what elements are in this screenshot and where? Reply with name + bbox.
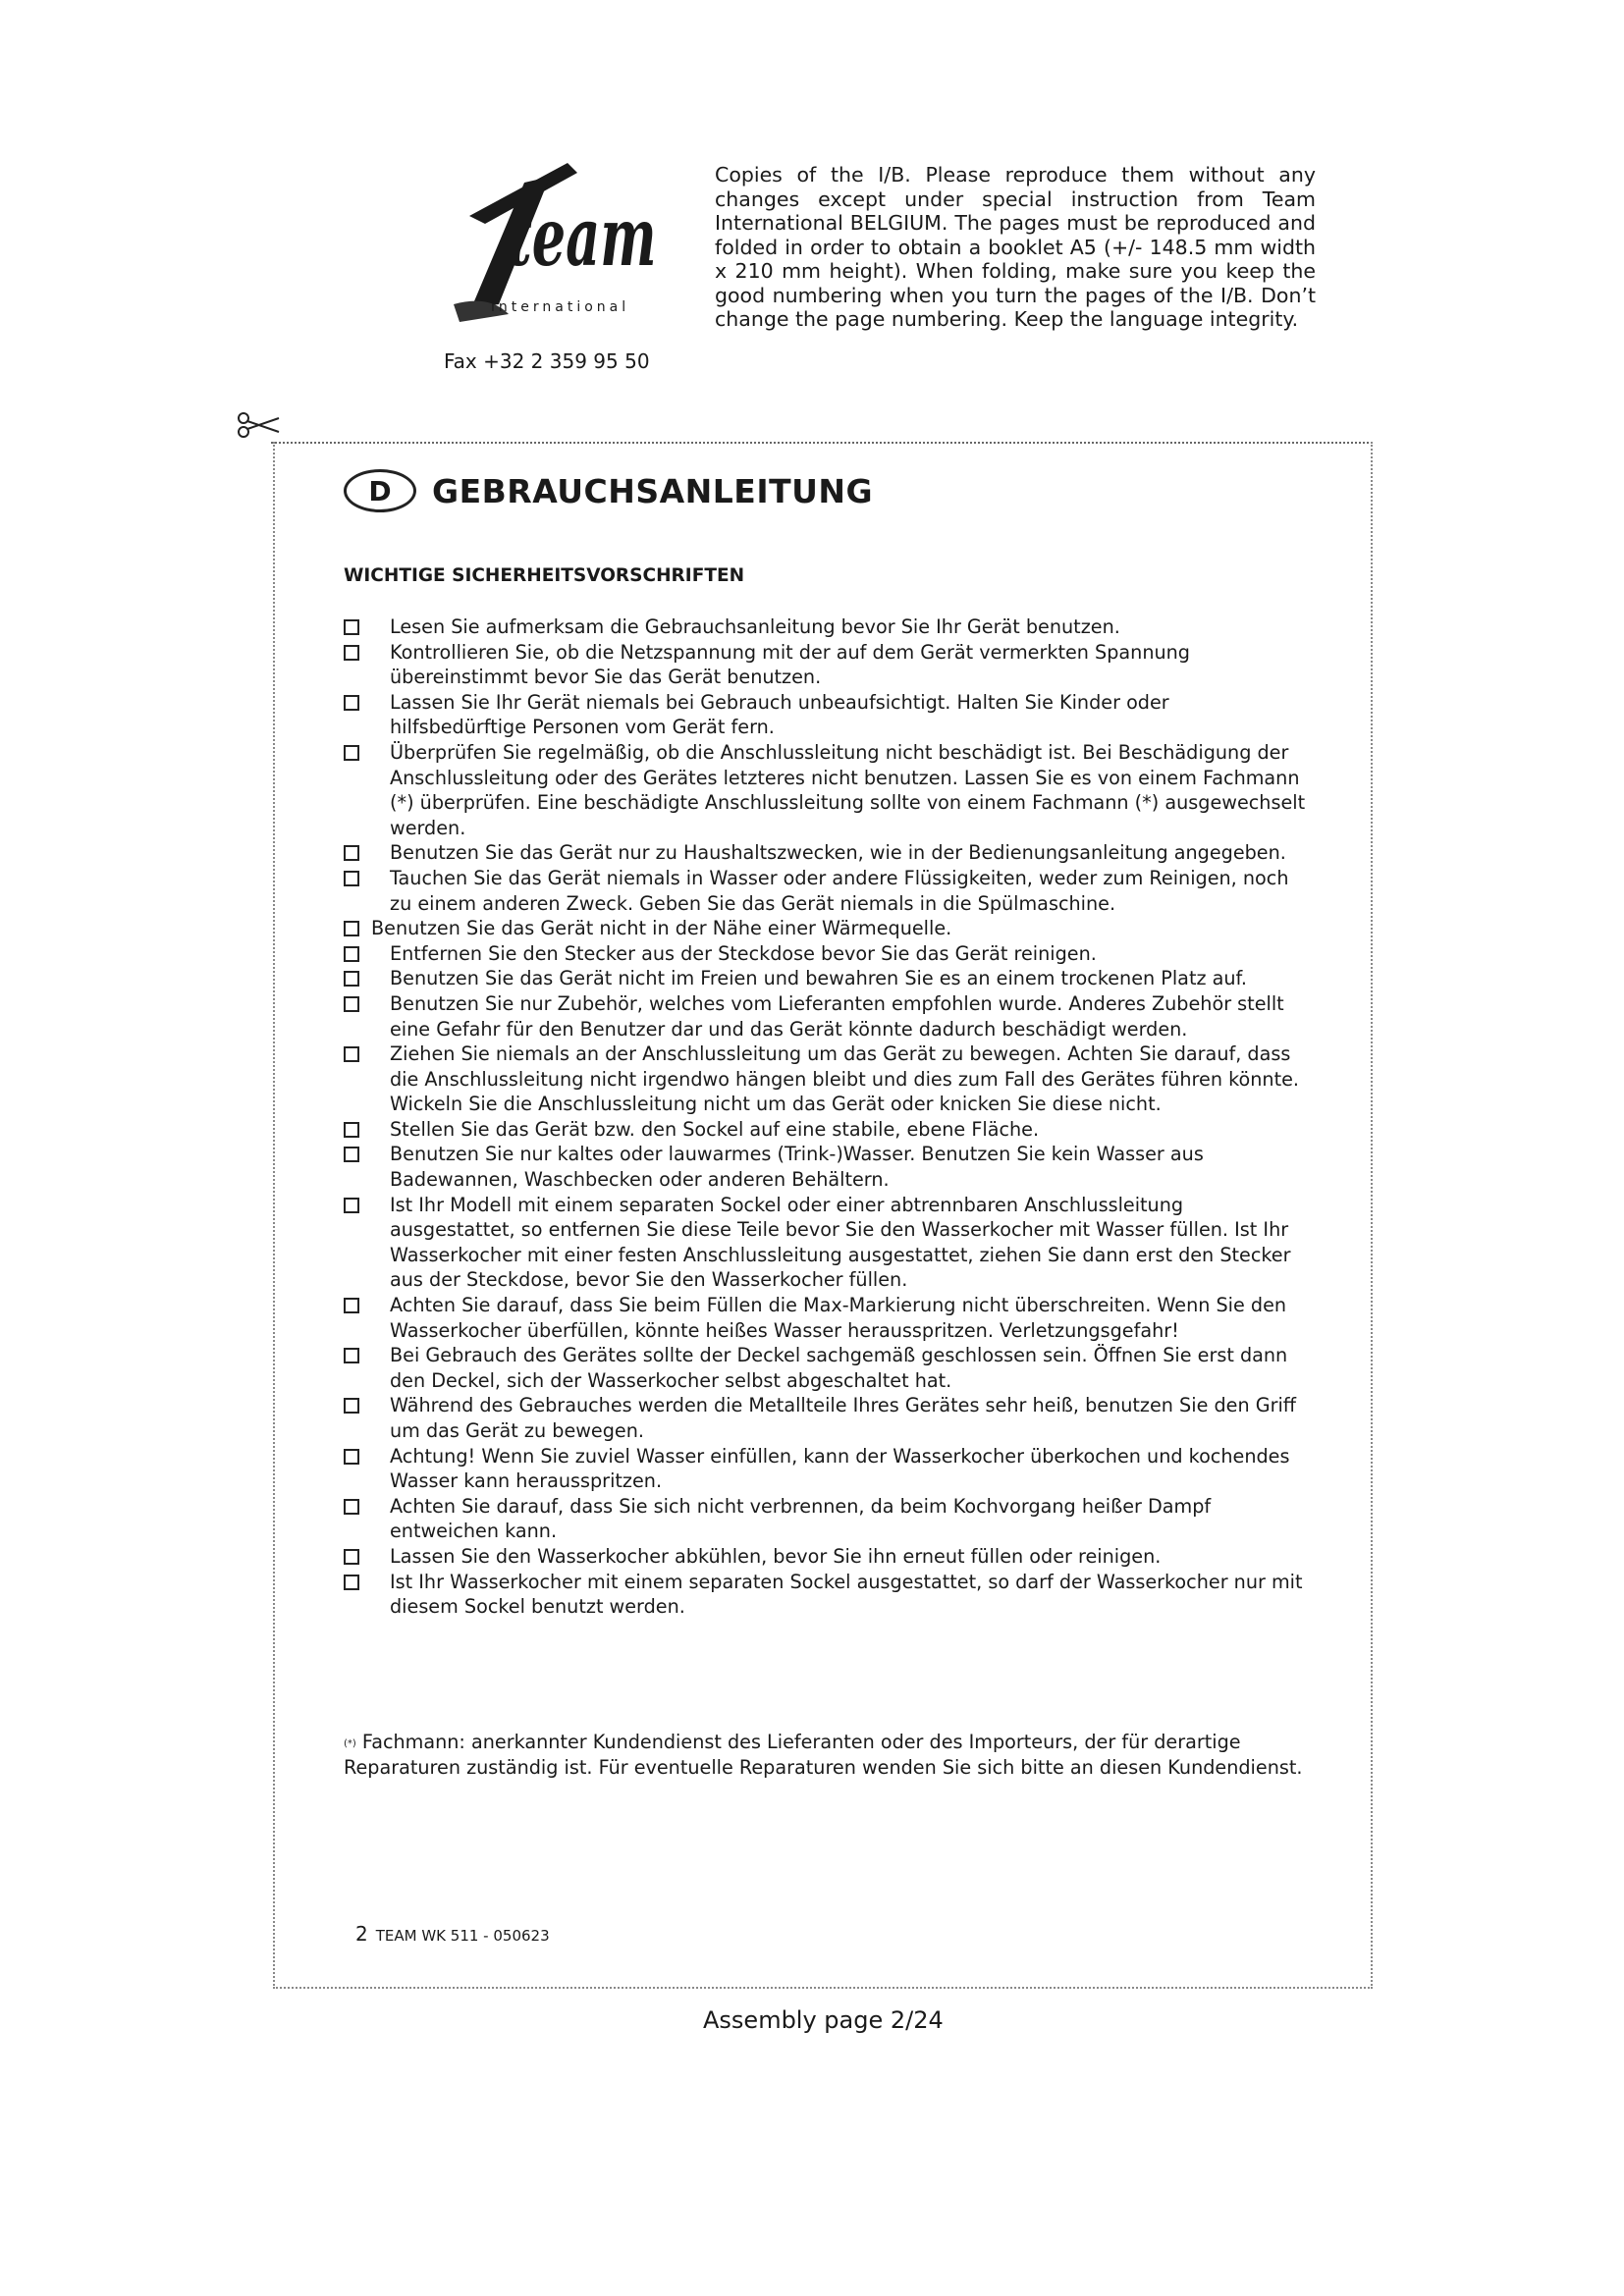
team-international-logo [430,147,656,334]
list-item [344,740,1306,840]
list-item [344,1444,1306,1494]
checkbox-icon [344,845,359,861]
list-item [344,1041,1306,1117]
rule-text: Benutzen Sie das Gerät nicht im Freien und bewahren Sie es an einem trockenen Platz auf. [390,967,1248,990]
rule-text: Lesen Sie aufmerksam die Gebrauchsanleitung bevor Sie Ihr Gerät benutzen. [390,615,1120,638]
checkbox-icon [344,1348,359,1363]
list-item [344,614,1306,640]
list-item [344,1117,1306,1143]
list-item [344,1343,1306,1393]
list-item [344,1142,1306,1192]
rule-text: Achten Sie darauf, dass Sie sich nicht verbrennen, da beim Kochvorgang heißer Dampf entweichen kann. [390,1494,1212,1543]
country-code-badge: D [344,469,416,512]
rule-text: Während des Gebrauches werden die Metallteile Ihres Gerätes sehr heiß, benutzen Sie den Griff um das Gerät zu bewegen. [390,1394,1297,1442]
rule-text: Benutzen Sie das Gerät nur zu Haushaltszwecken, wie in der Bedienungsanleitung angegeben. [390,841,1286,865]
checkbox-icon [344,946,359,962]
checkbox-icon [344,1122,359,1138]
list-item [344,966,1306,991]
checkbox-icon [344,619,359,635]
list-item [344,640,1306,690]
list-item [344,916,1306,941]
rule-text: Bei Gebrauch des Gerätes sollte der Deckel sachgemäß geschlossen sein. Öffnen Sie erst dann den Deckel, sich der Wasserkocher selbst abgeschaltet hat. [390,1344,1288,1392]
rule-text: Tauchen Sie das Gerät niemals in Wasser oder andere Flüssigkeiten, weder zum Reinigen, noch zu einem anderen Zweck. Geben Sie das Gerät niemals in die Spülmaschine. [390,866,1289,915]
document-code: TEAM WK 511 - 050623 [375,1927,550,1945]
rule-text: Benutzen Sie das Gerät nicht in der Nähe einer Wärmequelle. [371,917,952,940]
rule-text: Ist Ihr Modell mit einem separaten Sockel oder einer abtrennbaren Anschlussleitung ausgestattet, so entfernen Sie diese Teile bevor Sie den Wasserkocher mit Wasser füllen. Ist Ihr Wasserkocher mit einer festen Anschlussleitung ausgestattet, ziehen Sie dann erst den Stecker aus der Steckdose, bevor Sie den Wasserkocher füllen. [390,1193,1291,1292]
checkbox-icon [344,1499,359,1515]
logo-subword: international [491,299,630,315]
footnote [344,1730,1306,1780]
scissors-icon [236,410,281,440]
checkbox-icon [344,1575,359,1590]
list-item [344,941,1306,967]
list-item [344,840,1306,866]
rule-text: Benutzen Sie nur kaltes oder lauwarmes (Trink-)Wasser. Benutzen Sie kein Wasser aus Badewannen, Waschbecken oder anderen Behältern. [390,1143,1204,1192]
checkbox-icon [344,1398,359,1414]
rule-text: Ziehen Sie niemals an der Anschlussleitung um das Gerät zu bewegen. Achten Sie darauf, dass die Anschlussleitung nicht irgendwo hängen bleibt und dies zum Fall des Gerätes führen könnte. Wickeln Sie die Anschlussleitung nicht um das Gerät oder knicken Sie diese nicht. [390,1042,1299,1116]
rule-text: Überprüfen Sie regelmäßig, ob die Anschlussleitung nicht beschädigt ist. Bei Beschädigung der Anschlussleitung oder des Gerätes letzteres nicht benutzen. Lassen Sie es von einem Fachmann (*) überprüfen. Eine beschädigte Anschlussleitung sollte von einem Fachmann (*) ausgewechselt werden. [390,740,1306,839]
section-heading [344,469,873,512]
list-item [344,1393,1306,1443]
page-title: GEBRAUCHSANLEITUNG [432,471,874,510]
copies-instruction: Copies of the I/B. Please reproduce them without any changes except under special instruction from Team International BELGIUM. The pages must be reproduced and folded in order to obtain a booklet A5 (+/- 148.5 mm width x 210 mm height). When folding, make sure you keep the good numbering when you turn the pages of the I/B. Don’t change the page numbering. Keep the language integrity. [715,163,1316,331]
checkbox-icon [344,1198,359,1213]
checkbox-icon [344,745,359,761]
checkbox-icon [344,695,359,711]
page-number: 2 [355,1922,368,1946]
rule-text: Entfernen Sie den Stecker aus der Steckdose bevor Sie das Gerät reinigen. [390,941,1097,965]
checkbox-icon [344,1147,359,1162]
checkbox-icon [344,645,359,661]
checkbox-icon [344,871,359,886]
logo-word: team [507,189,656,286]
rule-text: Kontrollieren Sie, ob die Netzspannung mit der auf dem Gerät vermerkten Spannung übereinstimmt bevor Sie das Gerät benutzen. [390,640,1190,689]
checkbox-icon [344,1046,359,1062]
safety-rules-list [344,614,1306,1620]
list-item [344,991,1306,1041]
list-item [344,1544,1306,1570]
checkbox-icon [344,1298,359,1313]
rule-text: Achten Sie darauf, dass Sie beim Füllen die Max-Markierung nicht überschreiten. Wenn Sie den Wasserkocher überfüllen, könnte heißes Wasser herausspritzen. Verletzungsgefahr! [390,1294,1287,1342]
page-footer [355,1922,550,1946]
safety-subheading: WICHTIGE SICHERHEITSVORSCHRIFTEN [344,565,745,586]
checkbox-icon [344,1449,359,1465]
list-item [344,1494,1306,1544]
list-item [344,866,1306,916]
checkbox-icon [344,921,359,936]
list-item [344,690,1306,740]
checkbox-icon [344,996,359,1012]
checkbox-icon [344,971,359,987]
rule-text: Stellen Sie das Gerät bzw. den Sockel auf eine stabile, ebene Fläche. [390,1117,1040,1141]
assembly-page-label: Assembly page 2/24 [703,2006,944,2034]
rule-text: Lassen Sie Ihr Gerät niemals bei Gebrauch unbeaufsichtigt. Halten Sie Kinder oder hilfsbedürftige Personen vom Gerät fern. [390,690,1169,739]
footnote-text: Fachmann: anerkannter Kundendienst des Lieferanten oder des Importeurs, der für derartige Reparaturen zuständig ist. Für eventuelle Reparaturen wenden Sie sich bitte an diesen Kundendienst. [344,1731,1303,1779]
footnote-mark: (*) [344,1738,356,1749]
rule-text: Ist Ihr Wasserkocher mit einem separaten Sockel ausgestattet, so darf der Wasserkocher nur mit diesem Sockel benutzt werden. [390,1570,1303,1619]
rule-text: Achtung! Wenn Sie zuviel Wasser einfüllen, kann der Wasserkocher überkochen und kochendes Wasser kann herausspritzen. [390,1444,1290,1493]
checkbox-icon [344,1549,359,1565]
list-item [344,1193,1306,1293]
list-item [344,1570,1306,1620]
rule-text: Lassen Sie den Wasserkocher abkühlen, bevor Sie ihn erneut füllen oder reinigen. [390,1544,1162,1568]
rule-text: Benutzen Sie nur Zubehör, welches vom Lieferanten empfohlen wurde. Anderes Zubehör stellt eine Gefahr für den Benutzer dar und das Gerät könnte dadurch beschädigt werden. [390,991,1284,1041]
list-item [344,1293,1306,1343]
fax-number: Fax +32 2 359 95 50 [444,349,650,373]
